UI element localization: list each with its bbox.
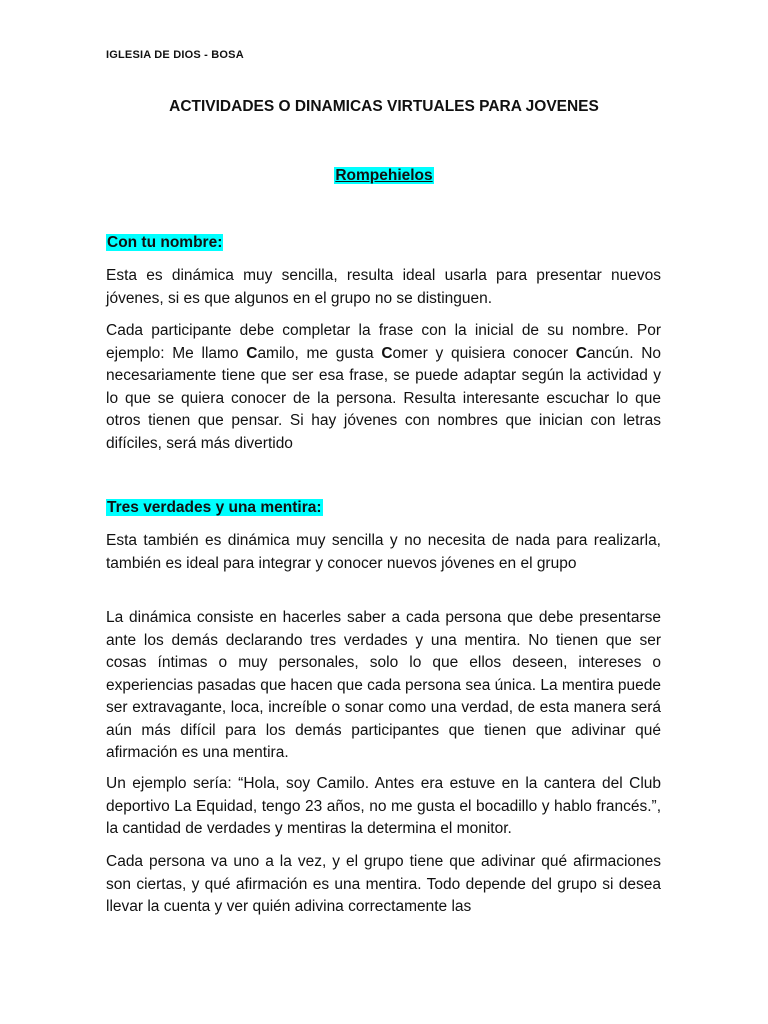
activity2-heading: Tres verdades y una mentira: [107, 499, 322, 516]
p2-part-e: ancún. No necesariamente tiene que ser esa frase, se puede adaptar según la actividad y lo que se quiera conocer de la persona. Resulta interesante escuchar lo que otros tienen que pensar. Si hay jóvenes con nombres que inician con letras difíciles, será más divertido [106, 344, 662, 452]
page-header: IGLESIA DE DIOS - BOSA [106, 49, 244, 61]
initial-c-1: C [246, 344, 258, 362]
activity2-paragraph-2 [106, 607, 661, 765]
initial-c-2: C [381, 344, 393, 362]
p2-part-c: amilo, me gusta [257, 344, 382, 362]
activity1-heading: Con tu nombre: [107, 234, 223, 251]
initial-c-3: C [575, 344, 587, 362]
activity2-paragraph-1 [106, 530, 661, 575]
activity2-p1-text: Esta también es dinámica muy sencilla y no necesita de nada para realizarla, también es ideal para integrar y conocer nuevos jóvenes en el grupo [106, 532, 661, 572]
activity2-p2-text: La dinámica consiste en hacerles saber a cada persona que debe presentarse ante los demás declarando tres verdades y una mentira. No tienen que ser cosas íntimas o muy personales, solo lo que ellos deseen, intereses o experiencias pasadas que hacen que cada persona sea única. La mentira puede ser extravagante, loca, increíble o sonar como una verdad, de esta manera será aún más difícil para los demás participantes que tienen que adivinar qué afirmación es una mentira. [106, 609, 661, 761]
activity1-paragraph-1 [106, 265, 661, 310]
activity2-paragraph-4 [106, 851, 661, 919]
activity2-heading-wrap [106, 499, 323, 517]
section-title-wrap [0, 167, 768, 185]
activity1-p2-text [106, 320, 661, 455]
activity2-p3-text: Un ejemplo sería: “Hola, soy Camilo. Antes era estuve en la cantera del Club deportivo La Equidad, tengo 23 años, no me gusta el bocadillo y hablo francés.”, la cantidad de verdades y mentiras la determina el monitor. [106, 775, 661, 837]
activity2-p4-text: Cada persona va uno a la vez, y el grupo tiene que adivinar qué afirmaciones son ciertas, y qué afirmación es una mentira. Todo depende del grupo si desea llevar la cuenta y ver quién adivina correctamente las [106, 853, 661, 915]
activity2-paragraph-3 [106, 773, 661, 841]
p2-part-d: omer y quisiera conocer [392, 344, 576, 362]
activity1-paragraph-2 [106, 320, 661, 455]
section-title: Rompehielos [335, 167, 433, 184]
activity1-p1-text: Esta es dinámica muy sencilla, resulta ideal usarla para presentar nuevos jóvenes, si es que algunos en el grupo no se distinguen. [106, 267, 661, 307]
page-title: ACTIVIDADES O DINAMICAS VIRTUALES PARA JOVENES [169, 98, 599, 115]
activity1-heading-wrap [106, 234, 223, 252]
p2-part-a: Cada participante debe completar la frase con la inicial de su nombre. Por ejemplo: Me llamo [106, 322, 661, 362]
